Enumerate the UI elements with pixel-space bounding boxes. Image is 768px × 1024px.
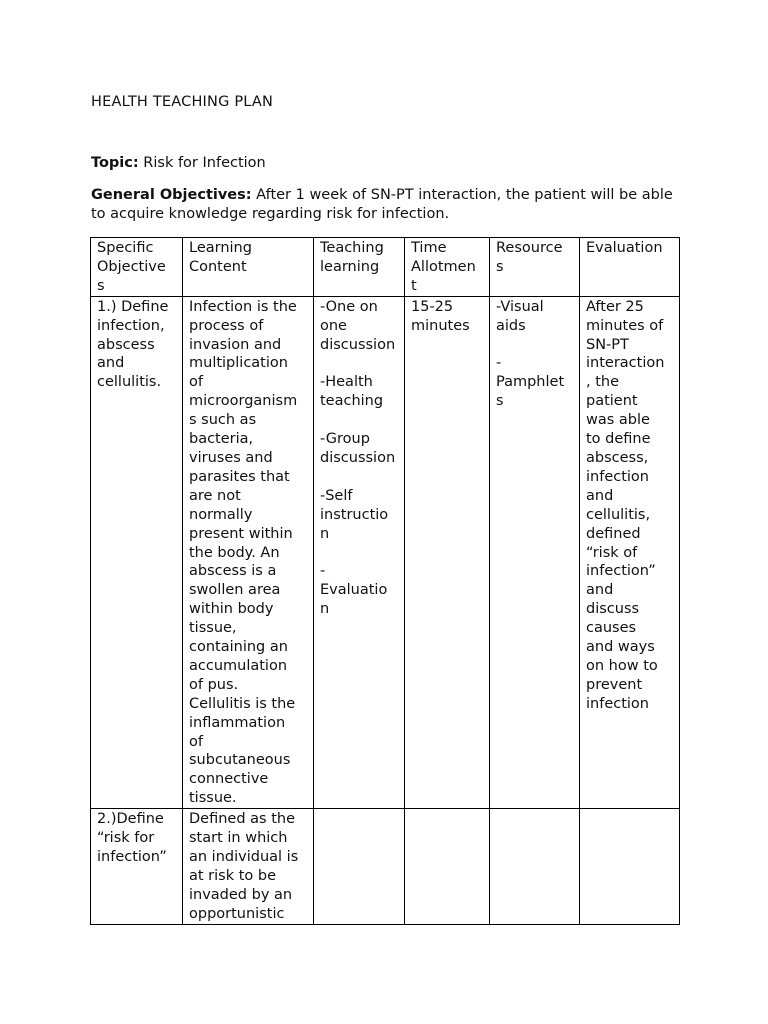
header-resources: Resource s: [496, 240, 563, 275]
general-objectives: [91, 186, 681, 224]
table-cell: [405, 809, 490, 924]
header-cell: [405, 238, 490, 297]
header-evaluation: Evaluation: [586, 240, 663, 256]
header-time-allotment: Time Allotmen t: [411, 240, 476, 294]
table-cell: [91, 809, 183, 924]
table-cell: [490, 809, 580, 924]
table-cell: [580, 296, 680, 808]
objectives-text: After 1 week of SN-PT interaction, the patient will be able to acquire knowledge regarding risk for infection.: [91, 187, 673, 222]
row1-teaching-learning: -One on one discussion -Health teaching -Group discussion -Self instructio n - Evaluatio n: [320, 298, 396, 618]
table-cell: [314, 296, 405, 808]
topic-label: Topic:: [91, 155, 139, 171]
objectives-label: General Objectives:: [91, 187, 252, 203]
table-row: [91, 296, 680, 808]
row1-learning-content: Infection is the process of invasion and multiplication of microorganism s such as bacteria, viruses and parasites that are not normally present within the body. An abscess is a swollen area within body tissue, containing an accumulation of pus. Cellulitis is the inflammation of subcutaneous connective tissue.: [189, 298, 298, 807]
header-specific-objectives: Specific Objective s: [97, 240, 166, 294]
header-cell: [183, 238, 314, 297]
table-cell: [314, 809, 405, 924]
row1-evaluation: After 25 minutes of SN-PT interaction , the patient was able to define abscess, infection and cellulitis, defined “risk of infection” and discuss causes and ways on how to prevent infection: [586, 298, 665, 712]
header-cell: [580, 238, 680, 297]
header-learning-content: Learning Content: [189, 240, 252, 275]
topic-value: Risk for Infection: [138, 155, 266, 171]
row2-learning-content: Defined as the start in which an individual is at risk to be invaded by an opportunistic: [189, 811, 299, 922]
table-cell: [91, 296, 183, 808]
table-cell: [183, 296, 314, 808]
header-cell: [314, 238, 405, 297]
header-cell: [91, 238, 183, 297]
table-cell: [405, 296, 490, 808]
document-title: HEALTH TEACHING PLAN: [91, 94, 274, 110]
table-cell: [183, 809, 314, 924]
table-cell: [490, 296, 580, 808]
topic-line: [91, 155, 266, 171]
row1-specific-objectives: 1.) Define infection, abscess and cellulitis.: [97, 298, 169, 391]
row1-time-allotment: 15-25 minutes: [411, 298, 470, 334]
table-row: [91, 809, 680, 924]
table-cell: [580, 809, 680, 924]
row2-specific-objectives: 2.)Define “risk for infection”: [97, 811, 167, 865]
table-header-row: [91, 238, 680, 297]
teaching-plan-table: [90, 237, 680, 925]
row1-resources: -Visual aids - Pamphlet s: [496, 298, 565, 410]
header-cell: [490, 238, 580, 297]
header-teaching-learning: Teaching learning: [320, 240, 384, 275]
